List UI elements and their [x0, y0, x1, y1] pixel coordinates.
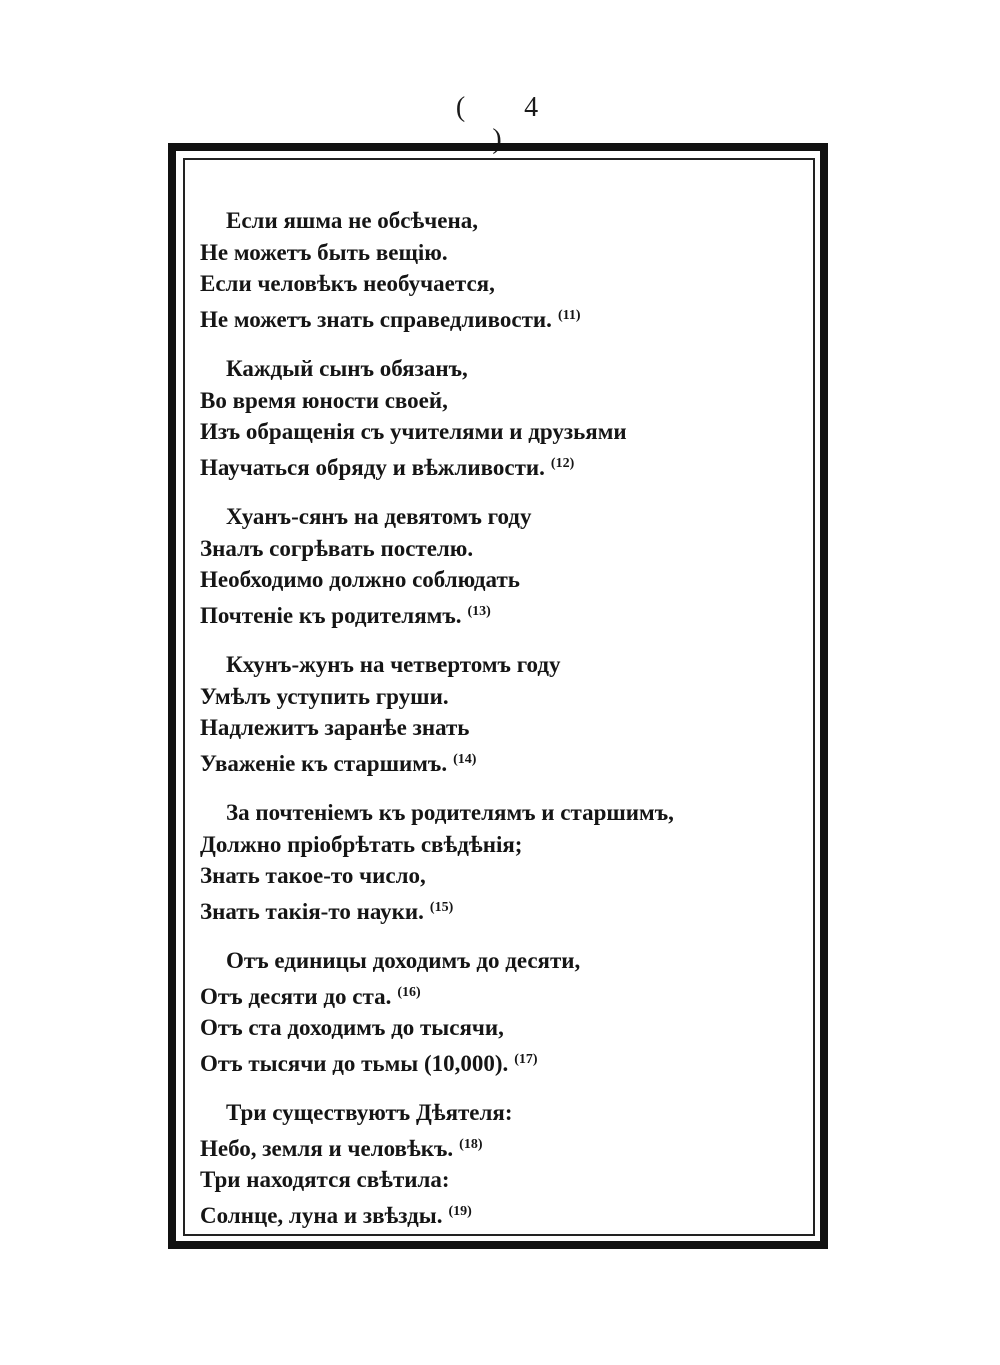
- verse-line: Знать такія-то науки. $^{(15)}$: [200, 898, 454, 924]
- footnote-ref: (18): [459, 1136, 483, 1152]
- verse-body: [200, 205, 800, 1231]
- verse-line: Если человѣкъ необучается,: [200, 271, 495, 296]
- verse-line: Зналъ согрѣвать постелю.: [200, 535, 474, 561]
- verse-line: Должно пріобрѣтать свѣдѣнія;: [200, 831, 523, 857]
- stanza: [200, 649, 800, 779]
- verse-line: Каждый сынъ обязанъ,: [226, 356, 468, 381]
- footnote-ref: (12): [550, 455, 575, 471]
- verse-line: Отъ тысячи до тьмы (10,000). $^{(17)}$: [200, 1050, 538, 1076]
- verse-line: Научаться обряду и вѣжливости. $^{(12)}$: [200, 454, 575, 480]
- verse-line: Три находятся свѣтила:: [200, 1167, 450, 1192]
- stanza: [200, 353, 800, 483]
- stanza: [200, 1097, 800, 1231]
- stanza: [200, 945, 800, 1079]
- verse-line: Небо, земля и человѣкъ. $^{(18)}$: [200, 1135, 483, 1161]
- footnote-ref: (19): [448, 1203, 472, 1219]
- stanza: [200, 797, 800, 927]
- verse-line: Отъ единицы доходимъ до десяти,: [226, 948, 581, 973]
- stanza: [200, 205, 800, 335]
- footnote-ref: (15): [429, 899, 454, 915]
- footnote-ref: (13): [467, 603, 491, 619]
- verse-line: Хуанъ-сянъ на девятомъ году: [226, 504, 532, 529]
- verse-line: Кхунъ-жунъ на четвертомъ году: [226, 652, 561, 677]
- verse-line: Если яшма не обсѣчена,: [226, 208, 478, 233]
- verse-line: Во время юности своей,: [200, 387, 448, 413]
- verse-line: Необходимо должно соблюдать: [200, 567, 520, 592]
- verse-line: Не можетъ быть вещію.: [200, 239, 448, 265]
- verse-line: Изъ обращенія съ учителями и друзьями: [200, 419, 627, 444]
- footnote-ref: (17): [514, 1051, 538, 1067]
- verse-line: Почтеніе къ родителямъ. $^{(13)}$: [200, 602, 491, 628]
- verse-line: За почтеніемъ къ родителямъ и старшимъ,: [226, 800, 674, 825]
- verse-line: Солнце, луна и звѣзды. $^{(19)}$: [200, 1202, 472, 1228]
- verse-line: Уваженіе къ старшимъ. $^{(14)}$: [200, 750, 477, 776]
- verse-line: Знать такое-то число,: [200, 863, 426, 888]
- verse-line: Три существуютъ Дѣятеля:: [226, 1100, 513, 1125]
- verse-line: Отъ десяти до ста. $^{(16)}$: [200, 983, 421, 1009]
- verse-line: Не можетъ знать справедливости. $^{(11)}$: [200, 306, 581, 332]
- footnote-ref: (14): [453, 751, 477, 767]
- footnote-ref: (16): [397, 984, 421, 1000]
- page-number: ( 4 ): [455, 92, 565, 155]
- verse-line: Отъ ста доходимъ до тысячи,: [200, 1015, 504, 1040]
- stanza: [200, 501, 800, 631]
- footnote-ref: (11): [557, 307, 581, 323]
- verse-line: Умѣлъ уступить груши.: [200, 683, 449, 709]
- verse-line: Надлежитъ заранѣе знать: [200, 715, 470, 740]
